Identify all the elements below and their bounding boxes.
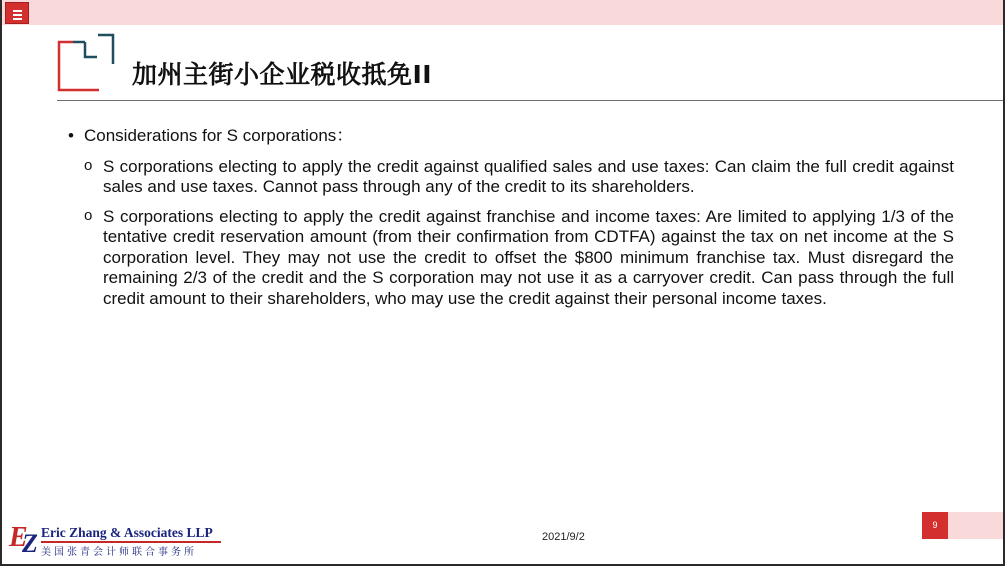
hamburger-menu-icon[interactable] — [5, 2, 29, 24]
slide-title: 加州主街小企业税收抵免II — [132, 60, 433, 89]
bullet-item: • Considerations for S corporations： — [68, 126, 954, 147]
sub-bullet-item: o S corporations electing to apply the credit against franchise and income taxes: Are limited to applying 1/3 of the tentative credit reservation amount (from their confirmation from CDTFA) against the tax on net income at the S corporation level. They may not use the credit to offset the $800 minimum franchise tax. Must disregard the remaining 2/3 of the credit and the S corporation may not use it as a carryover credit. Can pass through the full credit amount to their shareholders, who may use the credit against their personal income taxes. — [82, 207, 954, 310]
top-bar — [2, 0, 1003, 25]
slide-body — [68, 126, 954, 318]
sub-bullet-item: o S corporations electing to apply the credit against qualified sales and use taxes: Can claim the full credit against sales and use taxes. Cannot pass through any of the credit to its shareholders. — [82, 157, 954, 198]
title-divider — [57, 100, 1003, 101]
slide-date: 2021/9/2 — [542, 531, 585, 543]
sub-bullet-list — [68, 157, 954, 310]
slide-canvas — [2, 0, 1003, 564]
company-name: Eric Zhang & Associates LLP — [41, 525, 213, 540]
logo-letter-e: E — [9, 522, 28, 553]
company-logo — [9, 523, 224, 558]
bracket-logo-icon — [55, 32, 115, 92]
company-name-chinese: 美国张青会计师联合事务所 — [41, 547, 197, 558]
page-number: 9 — [922, 512, 948, 539]
logo-letter-z: Z — [22, 529, 38, 558]
